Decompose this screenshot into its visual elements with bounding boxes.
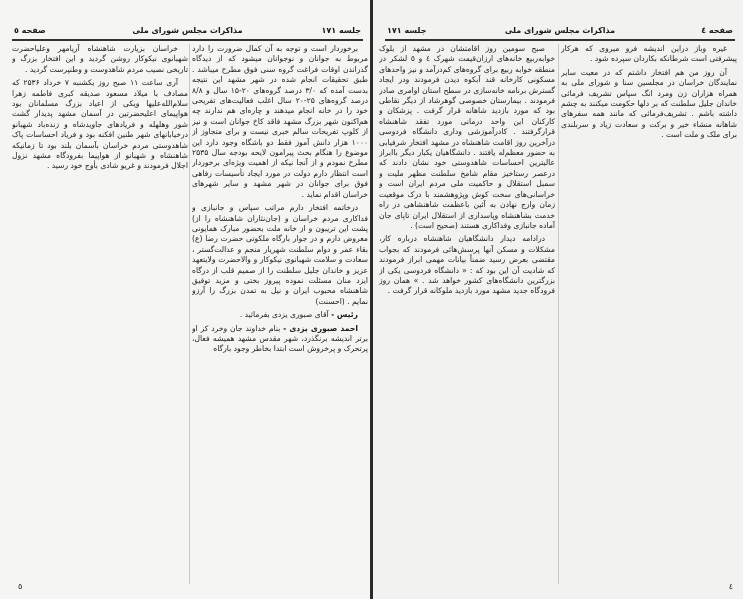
page-number: ٤ [728,582,733,591]
paragraph: غیره وباز دراین اندیشه فرو میروی که هرکار پیشرفتی است شرطانکه بکاردان سپرده شود . [561,44,737,64]
header-rule [385,39,735,41]
publication-title: مذاکرات مجلس شورای ملی [132,26,243,35]
text-column-left [379,44,555,589]
paragraph: آری ساعت ۱۱ صبح روز یکشنبه ۷ خرداد ۲۵۳۶ که مصادف با میلاد مسعود صدیقه کبری فاطمه زهرا سلام‌الله‌علیها ویکی از اعیاد بزرگ مسلمانان بود هواپیمای اعلیحضرتین در آسمان مشهد پدیدار گشت شور وهلهله و فریادهای جاویدشاه و زنده‌باد شهبانو درخیابانهای شهر طنین افکنه بود و فریاد احساسات پاک شاهدوستی مردم خراسان بآسمان بلند بود تا زمانیکه شاهنشاه و شهبانو از هواپیما بفرودگاه مشهد نزول اجلال فرمودند و غریو شادی بأوج خود رسید . [12,78,188,171]
session-label: جلسه ۱۷۱ [387,26,427,35]
page-label: صفحه ٤ [701,26,733,35]
speech [192,324,368,355]
header-rule [12,39,363,41]
page-label: صفحه ٥ [14,26,46,35]
speaker-name: احمد صبوری یزدی - [283,323,358,333]
paragraph: آن روز من هم افتخار داشتم که در معیت سایر نمایندگان خراسان در مجلسین سنا و شورای ملی به همراه هزاران زن ومرد انگ سپاس تشریف فرمائی خاندان جلیل سلطنت که بر دلها حکومت میکنند به چشم داشته باشم . تشریف‌فرمائی که مانند همه سفرهای شاهانه منشاء خیر و برکت و سعادت زیاد و سربلندی برای ملک و ملت است . [561,67,737,140]
speaker-intro [192,310,368,320]
paragraph: درخاتمه افتخار دارم مراتب سپاس و جانبازی و فداکاری مردم خراسان و (جان‌نثاران شاهنشاه را از) پشت این تریبون و از خانه ملت بحضور مبارک همایونی معروض دارم و در جوار بارگاه ملکوتی حضرت رضا (ع) بقاء عمر و دوام سلطنت شهریار منجم و عدالت‌گستر ، سعادت و سلامت شهبانوی نیکوکار و والاحضرت ولایتعهد عزیز و خاندان جلیل سلطنت را از صمیم قلب از درگاه ایزد منان مسئلت نموده پیروز بختی و مزید توفیق شاهنشاه محبوب ایران و نیل به تمدن بزرگ را آرزو نمایم . (احسنت) [192,203,368,306]
text-column-right [561,44,737,589]
text-column-left [12,44,188,589]
column-divider [558,44,559,584]
speaker-name: رئیس - [331,310,358,320]
speech-text: بنام خداوند جان وخرد کز او برتر اندیشه برنگذرد، شهر مقدس مشهد همیشه فعال، پرتحرک و پرخروش است ابتدا بخاطر وجود بارگاه [192,323,368,354]
paragraph: صبح سومین روز اقامتشان در مشهد از بلوک خوابه‌ربیع خانه‌های ارزان‌قیمت شهرک ٤ و ٥ لشکر در منطقه خوابه ربیع برای گروه‌های کم‌درآمد و نیز واحدهای مسکونی کارخانه قند آبکوه دیدن فرمودند ودر ایجاد گسترش برنامه خانه‌سازی در سطح استان اوامری صادر فرمودند . بیمارستان خصوصی گوهرشاد از دیگر نقاطی بود که مورد بازدید شاهانه قرار گرفت . پزشکان و کارکنان این واحد درمانی مورد تفقد شاهنشاه قرارگرفتند . کادرآموزشی وداری دانشگاه فردوسی درآخرین روز اقامت شاهنشاه در مشهد افتخار شرفیابی به حضور معظم‌له یافتند . دانشگاهیان یکبار دیگر باابراز عالیترین احساسات شاهدوستی خود نشان دادند که درعصر رستاخیز مقام شامخ سلطنت مظهر ملیت و سمبل استقلال و حاکمیت ملی مردم ایران است و خراسانی‌های سخت کوش وپژوهشمند با درک موقعیت زمان وارج نهادن به آئین باعظمت شاهنشاهی در راه خدمت بشاهنشاه وپاسداری از استقلال ایران تاپای جان آماده جانبازی وفداکاری هستند (صحیح است) . [379,44,555,230]
page-number: ٥ [18,582,23,591]
publication-title: مذاکرات مجلس شورای ملی [504,26,616,35]
paragraph: درادامه دیدار دانشگاهیان شاهنشاه درباره کار، مشکلات و مسکن آنها پرسش‌هائی فرمودند که بجواب مقتضی بعرض رسید ضمناً بیانات مهمی ابراز فرمودند که شادیت آن این بود که : « دانشگاه فردوسی یکی از بزرگترین دانشگاه‌های کشور خواهد شد . » همان روز فرودگاه جدید مشهد مورد بازدید ملوکانه قرار گرفت . [379,234,555,296]
page-header [10,26,365,38]
session-label: جلسه ۱۷۱ [321,26,361,35]
paragraph: خراسان بزیارت شاهنشاه آریامهر وعلیاحضرت شهبانوی نیکوکار روشن گردید و این افتخار بزرگ و تاریخی نصیب مردم شاهدوست و وطنپرست گردید . [12,44,188,74]
left-page [0,0,371,599]
page-header [383,26,737,38]
right-page [373,0,743,599]
text-column-right [192,44,368,589]
column-divider [189,44,190,584]
speaker-text: آقای صبوری یزدی بفرمائید . [239,310,329,320]
paragraph: برخوردار است و توجه به آن کمال ضرورت را دارد مربوط به جوانان و نوجوانان میشود که از دیدگاه گذراندن اوقات فراغت گروه سنی فوق مطرح میباشد . طبق تحقیقات انجام شده در شهر مشهد این نتیجه بدست آمده که ۳/۰ درصد گروه‌های ۲۰-۱۵ سال و ۸/۸ درصد گروه‌های ۲۵-۲۰ سال اغلب فعالیت‌های تفریحی خود را در خانه انجام میدهند و چاره‌ای هم ندارند چه هم‌اکنون شهر بزرگ مشهد فاقد کاخ جوانان است و نیز از کلوپ تفریحات سالم خبری نیست و برای متجاوز از ۱۰۰۰ هزار دانش آموز فقط دو باشگاه وجود دارد این موضوع را هنگام بحث پیرامون لایحه بودجه سال ۲۵۳۵ مطرح نمودم و از آنجا نیکه از اهمیت ویژه‌ای برخوردار است انتظار دارم دولت در مورد ایجاد تأسیسات رفاهی فوق برای جوانان در شهر مشهد و سایر شهرهای خراسان اقدام نماید . [192,44,368,199]
